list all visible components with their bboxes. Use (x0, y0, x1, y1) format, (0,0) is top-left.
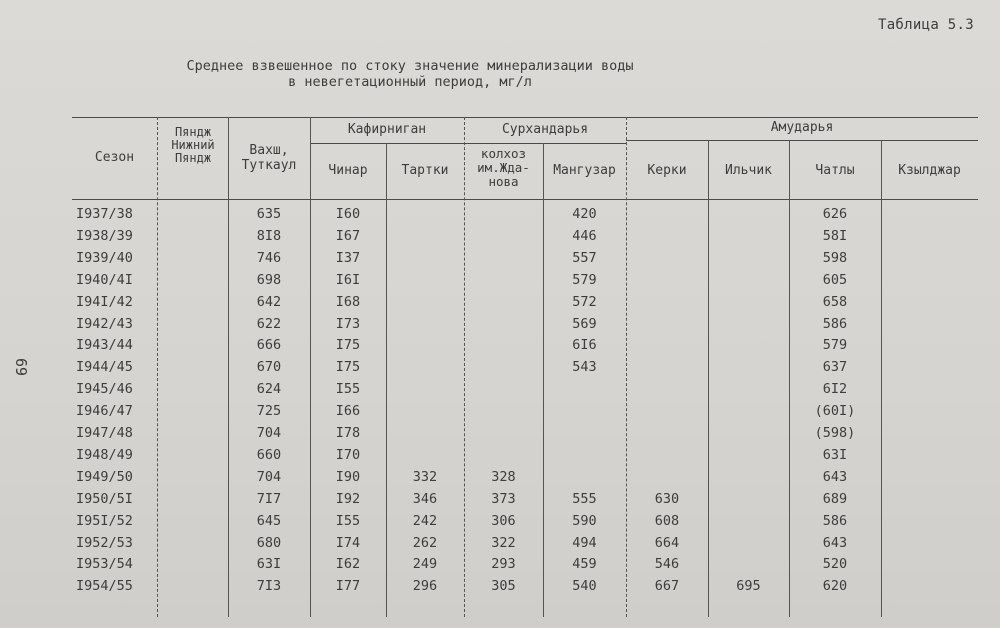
cell-manguzar: 572 (572, 293, 597, 310)
cell-vakhsh: 704 (256, 425, 282, 441)
cell-season: I953/54 (76, 556, 133, 573)
header-surkhandarya: Сурхандарья (501, 122, 589, 137)
cell-chinar: I75 (335, 337, 361, 354)
subheader-rule-amudarya (626, 140, 978, 141)
cell-vakhsh: 666 (256, 337, 282, 354)
header-manguzar: Мангузар (553, 163, 616, 178)
table-number-label: Таблица 5.3 (877, 17, 974, 33)
cell-season: I94I/42 (76, 293, 133, 310)
cell-tartki: 346 (412, 490, 438, 507)
header-kafirnigan: Кафирниган (347, 122, 427, 137)
cell-kerki: 608 (654, 512, 680, 529)
cell-season: I95I/52 (76, 512, 133, 529)
cell-season: I946/47 (76, 403, 133, 420)
title-line-2: в невегетационный период, мг/л (288, 74, 532, 90)
cell-vakhsh: 704 (256, 468, 282, 485)
cell-kerki: 546 (654, 556, 680, 573)
cell-chinar: I74 (335, 534, 361, 551)
cell-kolkhoz: 322 (491, 534, 516, 551)
cell-kolkhoz: 293 (491, 556, 516, 573)
cell-manguzar: 540 (572, 578, 597, 595)
cell-chatly: 6I2 (822, 381, 848, 398)
cell-chatly: 643 (822, 534, 848, 551)
cell-chatly: (598) (814, 425, 856, 441)
cell-vakhsh: 622 (256, 315, 282, 332)
cell-vakhsh: 624 (256, 381, 282, 398)
header-chatly: Чатлы (815, 163, 855, 178)
cell-chinar: I66 (335, 403, 361, 420)
header-amudarya: Амударья (770, 120, 834, 135)
cell-manguzar: 555 (572, 490, 597, 507)
cell-season: I950/5I (76, 490, 133, 507)
cell-manguzar: 459 (572, 556, 597, 573)
header-kyzyldzhar: Кзылджар (898, 163, 961, 178)
cell-kerki: 667 (654, 578, 680, 595)
cell-chatly: 579 (822, 337, 848, 354)
cell-vakhsh: 746 (256, 249, 282, 266)
cell-season: I943/44 (76, 337, 133, 354)
cell-chatly: 63I (822, 446, 848, 463)
cell-vakhsh: 8I8 (256, 227, 282, 244)
cell-vakhsh: 7I7 (256, 490, 282, 507)
cell-chinar: I60 (335, 206, 361, 222)
cell-chinar: I90 (335, 468, 361, 485)
cell-vakhsh: 63I (256, 556, 282, 573)
cell-season: I952/53 (76, 534, 133, 551)
cell-season: I948/49 (76, 446, 133, 463)
cell-vakhsh: 680 (256, 534, 282, 551)
header-kolkhoz: колхоз им.Жда- нова (477, 146, 530, 189)
cell-tartki: 262 (412, 534, 438, 551)
cell-season: I942/43 (76, 315, 133, 332)
cell-vakhsh: 645 (256, 512, 282, 529)
col-separator-chatly (881, 140, 882, 617)
cell-tartki: 249 (412, 556, 438, 573)
cell-chinar: I77 (335, 578, 361, 595)
cell-manguzar: 420 (572, 206, 597, 222)
cell-chatly: 520 (822, 556, 848, 573)
cell-chatly: 620 (822, 578, 848, 595)
cell-vakhsh: 7I3 (256, 578, 282, 595)
cell-chatly: 626 (822, 206, 848, 222)
cell-ilchik: 695 (736, 578, 761, 595)
cell-chinar: I75 (335, 359, 361, 376)
cell-vakhsh: 698 (256, 271, 282, 288)
cell-chatly: 605 (822, 271, 848, 288)
subheader-rule-kafirnigan-surkhan (310, 143, 626, 144)
table-title (150, 58, 670, 90)
cell-kerki: 664 (654, 534, 680, 551)
cell-season: I947/48 (76, 425, 133, 441)
cell-chatly: 658 (822, 293, 848, 310)
cell-chatly: (60I) (814, 403, 856, 420)
cell-manguzar: 590 (572, 512, 597, 529)
header-ilchik: Ильчик (725, 163, 772, 178)
cell-chinar: I70 (335, 446, 361, 463)
cell-season: I944/45 (76, 359, 133, 376)
col-separator-season (157, 117, 158, 617)
cell-chatly: 598 (822, 249, 848, 266)
cell-chinar: I68 (335, 293, 361, 310)
cell-chinar: I37 (335, 249, 361, 266)
cell-chinar: I55 (335, 512, 361, 529)
cell-chatly: 586 (822, 315, 848, 332)
cell-season: I938/39 (76, 227, 133, 244)
cell-manguzar: 6I6 (572, 337, 597, 354)
header-kerki: Керки (647, 163, 687, 178)
cell-season: I940/4I (76, 271, 133, 288)
col-separator-kerki (708, 140, 709, 617)
cell-manguzar: 494 (572, 534, 597, 551)
cell-vakhsh: 642 (256, 293, 282, 310)
cell-tartki: 242 (412, 512, 438, 529)
cell-manguzar: 569 (572, 315, 597, 332)
header-vakhsh: Вахш, Туткаул (241, 143, 297, 173)
cell-chinar: I78 (335, 425, 361, 441)
cell-chinar: I55 (335, 381, 361, 398)
cell-chatly: 586 (822, 512, 848, 529)
cell-season: I939/40 (76, 249, 133, 266)
cell-kolkhoz: 328 (491, 468, 516, 485)
title-line-1: Среднее взвешенное по стоку значение минерализации воды (186, 58, 634, 74)
cell-season: I937/38 (76, 206, 133, 222)
cell-kolkhoz: 373 (491, 490, 516, 507)
cell-kolkhoz: 306 (491, 512, 516, 529)
cell-tartki: 332 (412, 468, 438, 485)
cell-chatly: 637 (822, 359, 848, 376)
cell-chinar: I92 (335, 490, 361, 507)
cell-tartki: 296 (412, 578, 438, 595)
header-pyanj: Пяндж Нижний Пяндж (171, 125, 215, 165)
cell-season: I949/50 (76, 468, 133, 485)
cell-season: I945/46 (76, 381, 133, 398)
cell-kolkhoz: 305 (491, 578, 516, 595)
cell-chinar: I62 (335, 556, 361, 573)
cell-vakhsh: 635 (256, 206, 282, 222)
cell-vakhsh: 670 (256, 359, 282, 376)
cell-chinar: I6I (335, 271, 361, 288)
table-top-rule (72, 117, 978, 118)
cell-manguzar: 446 (572, 227, 597, 244)
cell-manguzar: 557 (572, 249, 597, 266)
cell-chatly: 58I (822, 227, 848, 244)
header-tartki: Тартки (401, 163, 449, 178)
header-chinar: Чинар (328, 163, 368, 178)
cell-manguzar: 543 (572, 359, 597, 376)
cell-vakhsh: 725 (256, 403, 282, 420)
cell-chatly: 689 (822, 490, 848, 507)
cell-vakhsh: 660 (256, 446, 282, 463)
cell-chinar: I73 (335, 315, 361, 332)
cell-chinar: I67 (335, 227, 361, 244)
page-number: 69 (12, 358, 30, 377)
cell-season: I954/55 (76, 578, 133, 595)
cell-kerki: 630 (654, 490, 680, 507)
header-bottom-rule (72, 199, 978, 200)
cell-chatly: 643 (822, 468, 848, 485)
cell-manguzar: 579 (572, 271, 597, 288)
header-season: Сезон (94, 150, 135, 165)
